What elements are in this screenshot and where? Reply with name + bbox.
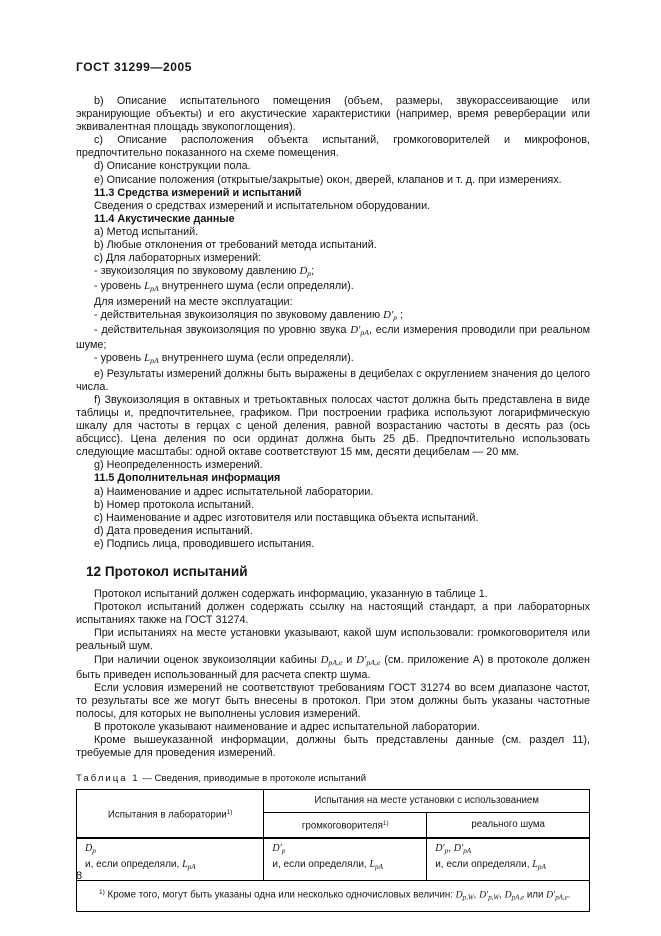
paragraph-item-c: c) Наименование и адрес изготовителя или поставщика объекта испытаний. <box>94 511 479 524</box>
subsection-heading-11-4: 11.4 Акустические данные <box>94 212 235 225</box>
paragraph: Кроме вышеуказанной информации, должны быть представлены данные (см. раздел 11), требуемые для проведения измерений. <box>76 734 590 760</box>
paragraph-item-g: g) Неопределенность измерений. <box>94 459 263 472</box>
subsection-heading-11-3: 11.3 Средства измерений и испытаний <box>94 186 302 199</box>
col-header-loudspeaker: громкоговорителя$^{1)}$ <box>264 812 427 837</box>
table-caption-text: — Сведения, приводимые в протоколе испытаний <box>139 773 367 785</box>
list-item-dash: - действительная звукоизоляция по уровню звука $D'_{pA}$, если измерения проводили при реальном шуме; <box>76 324 591 352</box>
paragraph: При испытаниях на месте установки указывают, какой шум использовали: громкоговорителя или реальный шум. <box>76 627 590 653</box>
list-item-dash: - действительная звукоизоляция по звуковому давлению $D'_p$ ; <box>94 308 404 323</box>
cell-real-noise-quantity: $D'_p$, $D'_{pA}$ <box>435 842 472 855</box>
col-header-laboratory: Испытания в лаборатории$^{1)}$ <box>77 790 264 838</box>
cell-laboratory <box>77 838 264 881</box>
test-report-table <box>76 789 590 912</box>
table-caption <box>76 773 590 784</box>
table-footnote-row <box>77 880 590 911</box>
paragraph-item-d: d) Дата проведения испытаний. <box>94 524 253 537</box>
cell-loudspeaker-note: и, если определяли, $L_{pA}$ <box>272 858 384 871</box>
paragraph-item-f: f) Звукоизоляция в октавных и третьоктавных полосах частот должна быть представлена в виде таблицы и, предпочтительнее, графиком. При построении графика используют логарифмическую шкалу для частоты в герцах с ценой деления, равной возрастанию частоты в десять раз (ось абсцисс). Цена деления по оси ординат должна быть 25 дБ. Предпочтительно использовать следующие масштабы: одной октаве соответствуют 15 мм, десяти децибелам — 20 мм. <box>76 393 590 459</box>
table-header-row-1 <box>77 790 590 813</box>
paragraph: В протоколе указывают наименование и адрес испытательной лаборатории. <box>94 721 480 734</box>
paragraph-item-e: e) Подпись лица, проводившего испытания. <box>94 537 315 550</box>
list-item-dash: - уровень $L_{pA}$ внутреннего шума (если определяли). <box>94 352 354 366</box>
paragraph-item-c: c) Для лабораторных измерений: <box>94 252 262 265</box>
col-header-onsite-span: Испытания на месте установки с использованием <box>264 790 590 813</box>
section-heading-12: 12 Протокол испытаний <box>86 564 248 580</box>
document-body <box>76 95 590 912</box>
col-header-real-noise: реального шума <box>427 812 590 837</box>
list-item-dash: - уровень $L_{pA}$ внутреннего шума (если определяли). <box>94 280 354 294</box>
cell-loudspeaker-quantity: $D'_p$ <box>272 842 286 855</box>
paragraph: Для измерений на месте эксплуатации: <box>94 295 293 308</box>
cell-laboratory-quantity: $D_p$ <box>85 842 96 855</box>
paragraph-item-e: e) Описание положения (открытые/закрытые) окон, дверей, клапанов и т. д. при измерениях. <box>94 173 562 186</box>
table-caption-label: Таблица 1 <box>76 773 140 785</box>
list-item-dash: - звукоизоляция по звуковому давлению $D_p$; <box>94 265 315 279</box>
cell-real-noise-note: и, если определяли, $L_{pA}$ <box>435 858 546 871</box>
paragraph-item-a: a) Наименование и адрес испытательной лаборатории. <box>94 485 374 498</box>
cell-laboratory-note: и, если определяли, $L_{pA}$ <box>85 858 196 871</box>
paragraph-item-a: a) Метод испытаний. <box>94 225 199 238</box>
paragraph: При наличии оценок звукоизоляции кабины $D_{pA,e}$ и $D'_{pA,e}$ (см. приложение А) в протоколе должен быть приведен использованный для расчета спектр шума. <box>76 653 591 681</box>
subsection-heading-11-5: 11.5 Дополнительная информация <box>94 472 281 485</box>
paragraph-item-b: b) Любые отклонения от требований метода испытаний. <box>94 239 377 252</box>
cell-real-noise <box>427 838 590 881</box>
paragraph-item-b: b) Номер протокола испытаний. <box>94 498 255 511</box>
paragraph-item-d: d) Описание конструкции пола. <box>94 160 251 173</box>
table-footnote: $^{1)}$ Кроме того, могут быть указаны одна или несколько одночисловых величин: $D_{p,W}$, $D'_{p,W}$, $D_{pA,e}$ или $D'_{pA,e}$. <box>77 880 590 911</box>
page-number: 8 <box>76 870 83 882</box>
paragraph-item-e: e) Результаты измерений должны быть выражены в децибелах с округлением значения до целого числа. <box>76 367 590 393</box>
paragraph: Если условия измерений не соответствуют требованиям ГОСТ 31274 во всем диапазоне частот, то результаты все же могут быть внесены в протокол. При этом должны быть указаны частотные полосы, для которых не выполнены условия измерений. <box>76 681 590 721</box>
paragraph: Протокол испытаний должен содержать ссылку на настоящий стандарт, а при лабораторных испытаниях также на ГОСТ 31274. <box>76 601 590 627</box>
table-data-row <box>77 838 590 881</box>
paragraph-item-b: b) Описание испытательного помещения (объем, размеры, звукорассеивающие или экранирующие объекты) и его акустические характеристики (например, время реверберации или эквивалентная площадь звукопоглощения). <box>76 95 590 134</box>
paragraph: Сведения о средствах измерений и испытательном оборудовании. <box>94 199 431 212</box>
paragraph: Протокол испытаний должен содержать информацию, указанную в таблице 1. <box>94 588 488 601</box>
cell-loudspeaker <box>264 838 427 881</box>
standard-number: ГОСТ 31299—2005 <box>76 60 193 74</box>
paragraph-item-c: c) Описание расположения объекта испытаний, громкоговорителей и микрофонов, предпочтительно показанного на схеме помещения. <box>76 134 590 160</box>
